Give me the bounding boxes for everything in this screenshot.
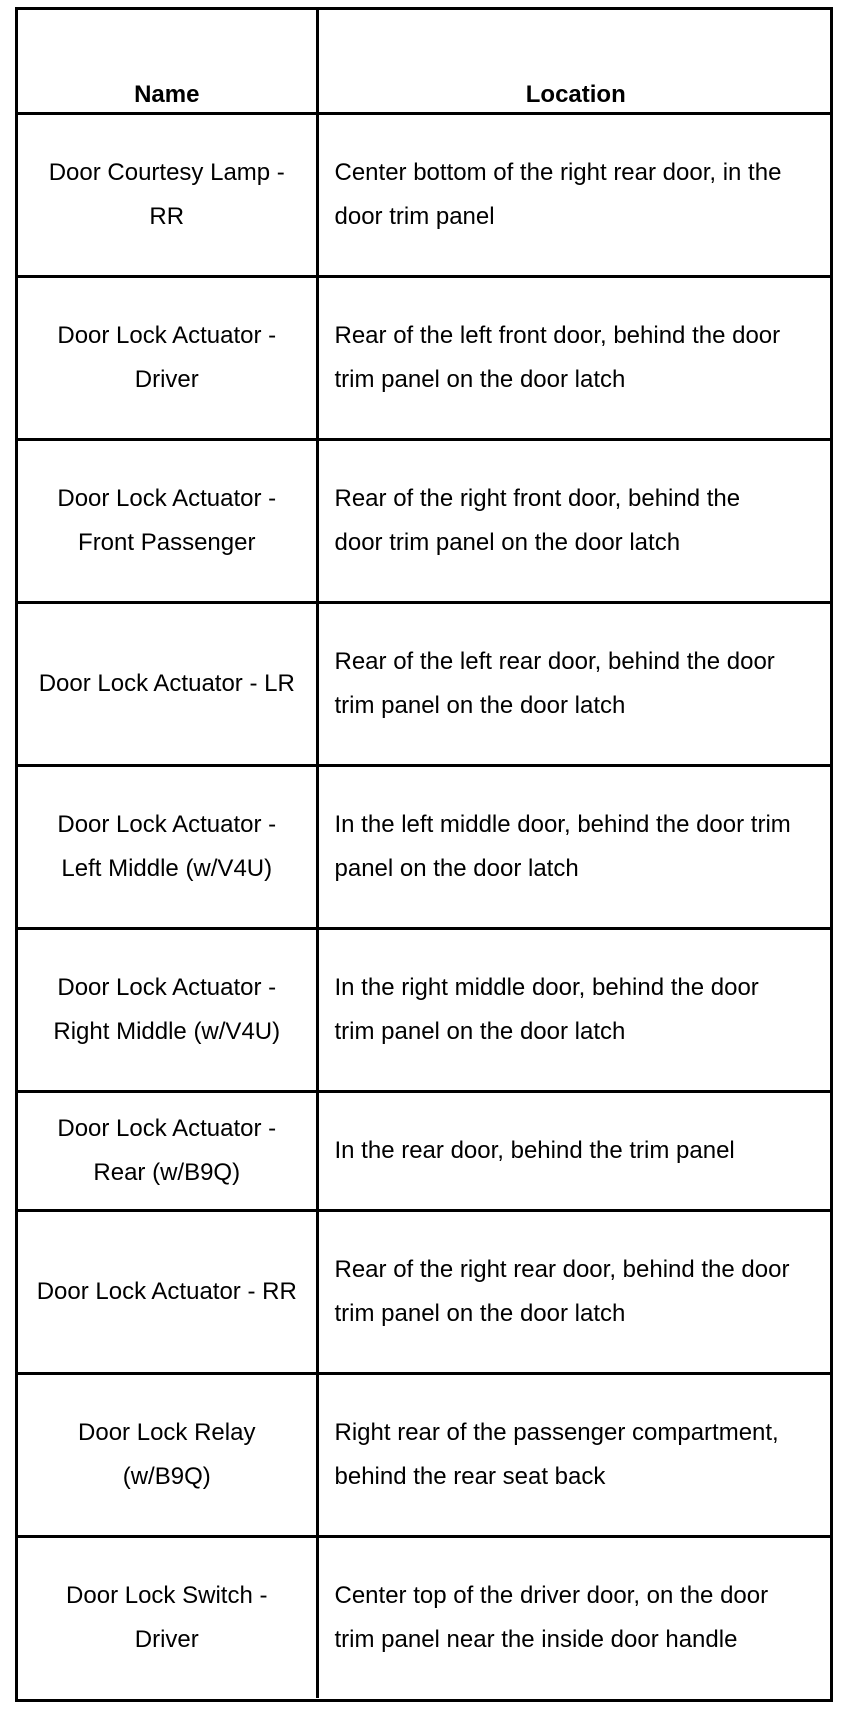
component-name-cell: Door Lock Switch - Driver xyxy=(18,1537,317,1699)
component-name-cell: Door Lock Relay (w/B9Q) xyxy=(18,1374,317,1537)
component-name-cell: Door Lock Actuator - Rear (w/B9Q) xyxy=(18,1092,317,1211)
name-column-header: Name xyxy=(18,10,317,114)
component-location-cell: Rear of the right front door, behind the door trim panel on the door latch xyxy=(317,440,833,603)
component-location-cell: Rear of the left rear door, behind the door trim panel on the door latch xyxy=(317,603,833,766)
component-name-cell: Door Lock Actuator - RR xyxy=(18,1211,317,1374)
component-name-cell: Door Courtesy Lamp - RR xyxy=(18,114,317,277)
location-column-header: Location xyxy=(317,10,833,114)
component-location-cell: Rear of the right rear door, behind the door trim panel on the door latch xyxy=(317,1211,833,1374)
component-location-cell: Right rear of the passenger compartment, behind the rear seat back xyxy=(317,1374,833,1537)
table-frame xyxy=(15,7,833,1702)
component-location-table xyxy=(18,10,833,1698)
component-name-cell: Door Lock Actuator - Right Middle (w/V4U) xyxy=(18,929,317,1092)
table-row xyxy=(18,1211,833,1374)
component-location-cell: In the rear door, behind the trim panel xyxy=(317,1092,833,1211)
table-row xyxy=(18,603,833,766)
table-row xyxy=(18,766,833,929)
component-location-cell: Center top of the driver door, on the door trim panel near the inside door handle xyxy=(334,1582,769,1653)
component-name-cell: Door Lock Actuator - LR xyxy=(18,603,317,766)
component-location-cell: In the left middle door, behind the door trim panel on the door latch xyxy=(317,766,833,929)
table-row xyxy=(18,277,833,440)
table-row xyxy=(18,1374,833,1537)
header-row xyxy=(18,10,833,114)
component-name-cell: Door Lock Actuator - Front Passenger xyxy=(18,440,317,603)
table-row xyxy=(18,929,833,1092)
table-row xyxy=(18,1537,833,1699)
table-row xyxy=(18,1092,833,1211)
table-row xyxy=(18,440,833,603)
component-name-cell: Door Lock Actuator - Left Middle (w/V4U) xyxy=(18,766,317,929)
component-location-cell: In the right middle door, behind the door trim panel on the door latch xyxy=(317,929,833,1092)
table-row xyxy=(18,114,833,277)
component-location-cell: Center bottom of the right rear door, in the door trim panel xyxy=(317,114,833,277)
component-name-cell: Door Lock Actuator - Driver xyxy=(18,277,317,440)
component-location-cell: Rear of the left front door, behind the door trim panel on the door latch xyxy=(317,277,833,440)
